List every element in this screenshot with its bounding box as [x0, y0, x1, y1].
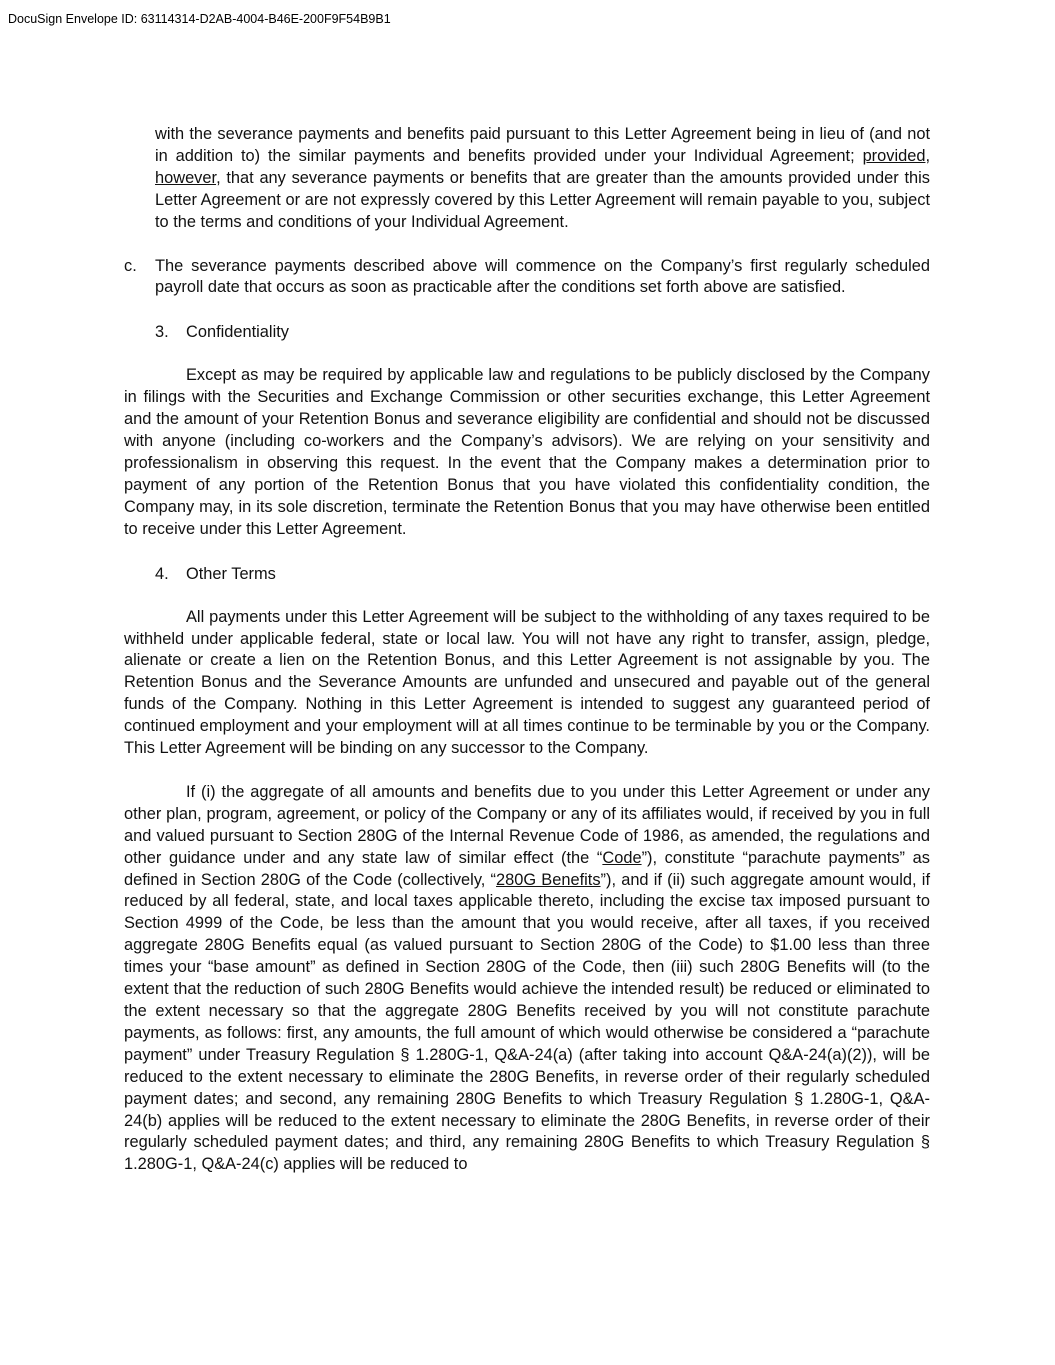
section-heading-other-terms	[124, 563, 930, 585]
section-heading-confidentiality	[124, 321, 930, 343]
other-terms-paragraph: All payments under this Letter Agreement will be subject to the withholding of any taxes required to be withheld under applicable federal, state or local law. You will not have any right to transfer, assign, pledge, alienate or create a lien on the Retention Bonus, and this Letter Agreement is not assignable by you. The Retention Bonus and the Severance Amounts are unfunded and unsecured and payable out of the general funds of the Company. Nothing in this Letter Agreement is intended to suggest any guaranteed period of continued employment and your employment will at all times continue to be terminable by you or the Company. This Letter Agreement will be binding on any successor to the Company.	[124, 607, 930, 758]
280g-text-2: ”), constitute “parachute payments” as defined in Section 280G of the Code (collectively, “	[124, 848, 930, 889]
list-item-c	[124, 256, 930, 300]
confidentiality-paragraph: Except as may be required by applicable law and regulations to be publicly disclosed by the Company in filings with the Securities and Exchange Commission or other securities exchange, this Letter Agreement and the amount of your Retention Bonus and severance eligibility are confidential and should not be discussed with anyone (including co-workers and the Company’s advisors). We are relying on your sensitivity and professionalism in observing this request. In the event that the Company makes a determination prior to payment of any portion of the Retention Bonus that you have violated this confidentiality condition, the Company may, in its sole discretion, terminate the Retention Bonus that you may have otherwise been entitled to receive under this Letter Agreement.	[124, 366, 930, 538]
section-number: 3.	[155, 323, 169, 342]
section-title: Other Terms	[186, 564, 276, 583]
continuation-text-1: with the severance payments and benefits paid pursuant to this Letter Agreement being in lieu of (and not in addition to) the similar payments and benefits provided under your Individual Agreement;	[155, 125, 930, 165]
280g-text-1: If (i) the aggregate of all amounts and benefits due to you under this Letter Agreement or under any other plan, program, agreement, or policy of the Company or any of its affiliates would, if received by you in full and valued pursuant to Section 280G of the Internal Revenue Code of 1986, as amended, the regulations and other guidance under and any state law of similar effect (the “	[124, 782, 930, 867]
document-page	[124, 124, 930, 1176]
280g-text-3: ”), and if (ii) such aggregate amount would, if reduced by all federal, state, and local taxes applicable thereto, including the excise tax imposed pursuant to Section 4999 of the Code, be less than the amount that you would receive, after all taxes, if you received aggregate 280G Benefits equal (as valued pursuant to Section 280G of the Code) to $1.00 less than three times your “base amount” as defined in Section 280G of the Code, then (iii) such 280G Benefits will (to the extent that the reduction of such 280G Benefits would achieve the intended result) be reduced or eliminated to the extent necessary so that the aggregate 280G Benefits received by you will not constitute parachute payments, as follows: first, any amounts, the full amount of which would otherwise be considered a “parachute payment” under Treasury Regulation § 1.280G-1, Q&A-24(a) (after taking into account Q&A-24(a)(2)), will be reduced to the extent necessary to eliminate the 280G Benefits, in reverse order of their regularly scheduled payment dates; and second, any remaining 280G Benefits to which Treasury Regulation § 1.280G-1, Q&A-24(b) applies will be reduced to the extent necessary to eliminate the 280G Benefits, in reverse order of their regularly scheduled payment dates; and third, any remaining 280G Benefits to which Treasury Regulation § 1.280G-1, Q&A-24(c) applies will be reduced to	[124, 870, 930, 1174]
however-term: however	[155, 168, 217, 187]
severance-continuation-paragraph	[124, 124, 930, 234]
continuation-text-2: , that any severance payments or benefits that are greater than the amounts provided under this Letter Agreement or are not expressly covered by this Letter Agreement will remain payable to you, subject to the terms and conditions of your Individual Agreement.	[155, 168, 930, 231]
list-marker-c: c.	[124, 256, 137, 275]
code-defined-term: Code	[602, 848, 642, 867]
continuation-comma: ,	[925, 146, 930, 165]
provided-term: provided	[862, 146, 926, 165]
section-280g-paragraph	[124, 782, 930, 1176]
section-number: 4.	[155, 564, 169, 583]
docusign-envelope-id: DocuSign Envelope ID: 63114314-D2AB-4004-B46E-200F9F54B9B1	[8, 12, 391, 26]
section-title: Confidentiality	[186, 323, 289, 342]
list-item-c-text: The severance payments described above will commence on the Company’s first regularly scheduled payroll date that occurs as soon as practicable after the conditions set forth above are satisfied.	[155, 256, 930, 297]
280g-benefits-defined-term: 280G Benefits	[496, 870, 601, 889]
